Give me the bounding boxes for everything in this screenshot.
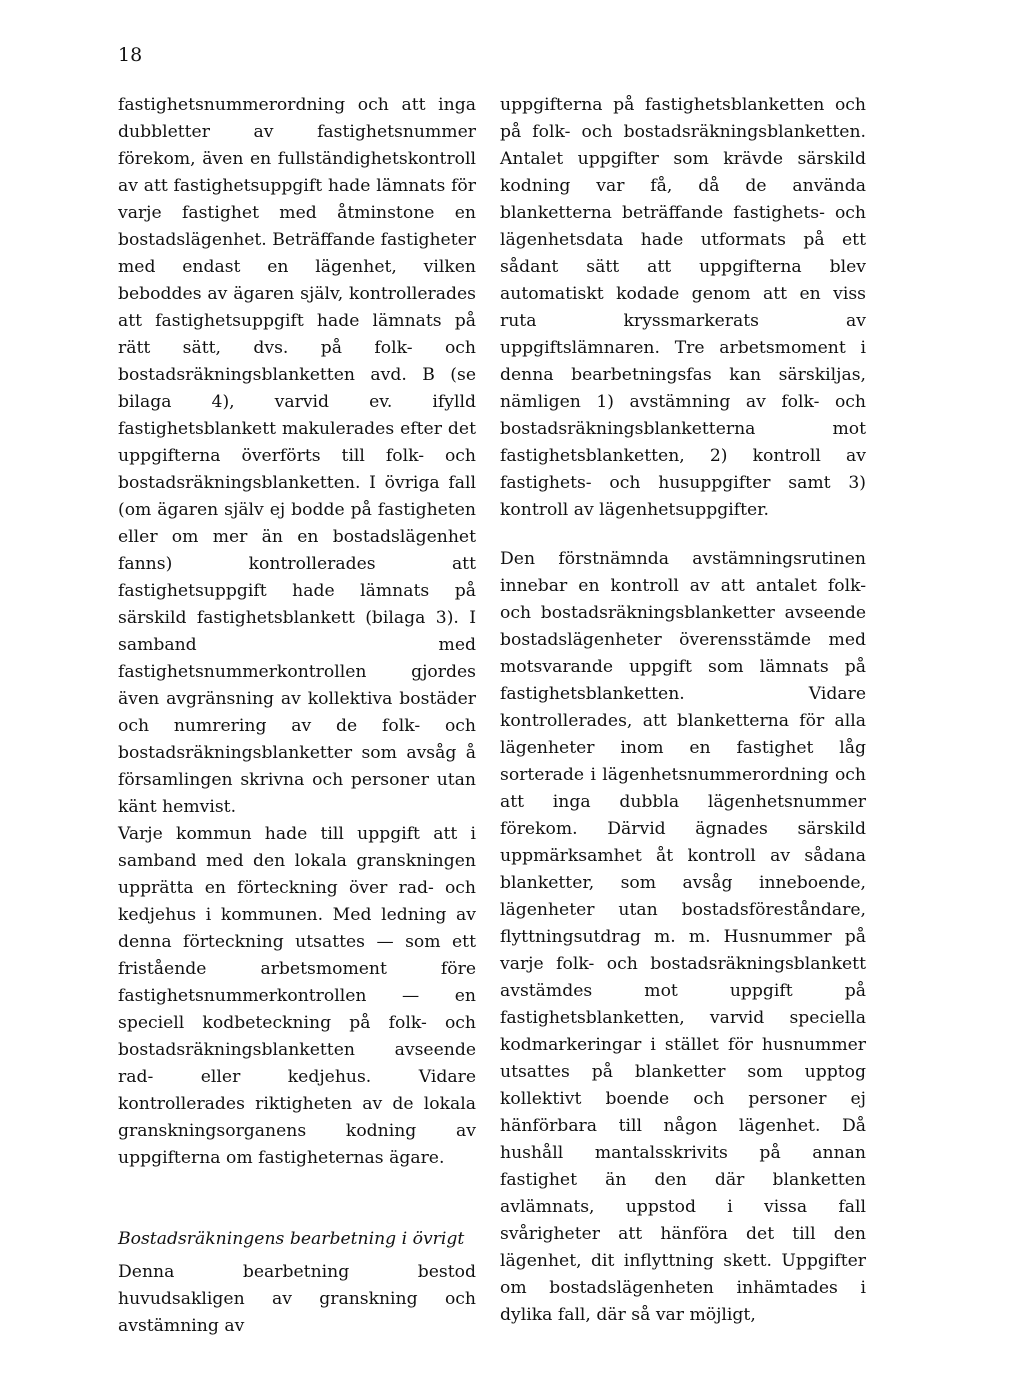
page-number: 18 [118, 44, 143, 66]
left-paragraph-1: fastighetsnummerordning och att inga dubbletter av fastighetsnummer förekom, även en fullständighetskontroll av att fastighetsuppgift hade lämnats för varje fastighet med åtminstone en bostadslägenhet. Beträffande fastigheter med endast en lägenhet, vilken beboddes av ägaren själv, kontrollerades att fastighetsuppgift hade lämnats på rätt sätt, dvs. på folk- och bostadsräkningsblanketten avd. B (se bilaga 4), varvid ev. ifylld fastighetsblankett makulerades efter det uppgifterna överförts till folk- och bostadsräkningsblanketten. I övriga fall (om ägaren själv ej bodde på fastigheten eller om mer än en bostadslägenhet fanns) kontrollerades att fastighetsuppgift hade lämnats på särskild fastighetsblankett (bilaga 3). I samband med fastighetsnummerkontrollen gjordes även avgränsning av kollektiva bostäder och numrering av de folk- och bostadsräkningsblanketter som avsåg å församlingen skrivna och personer utan känt hemvist. [118, 95, 476, 817]
right-paragraph-2: Den förstnämnda avstämningsrutinen innebar en kontroll av att antalet folk- och bostadsräkningsblanketter avseende bostadslägenheter överensstämde med motsvarande uppgift som lämnats på fastighetsblanketten. Vidare kontrollerades, att blanketterna för alla lägenheter inom en fastighet låg sorterade i lägenhetsnummerordning och att inga dubbla lägenhetsnummer förekom. Därvid ägnades särskild uppmärksamhet åt kontroll av sådana blanketter, som avsåg inneboende, lägenheter utan bostadsföreståndare, flyttningsutdrag m. m. Husnummer på varje folk- och bostadsräkningsblankett avstämdes mot uppgift på fastighetsblanketten, varvid speciella kodmarkeringar i stället för husnummer utsattes på blanketter som upptog kollektivt boende och personer ej hänförbara till någon lägenhet. Då hushåll mantalsskrivits på annan fastighet än den där blanketten avlämnats, uppstod i vissa fall svårigheter att hänföra det till den lägenhet, dit inflyttning skett. Uppgifter om bostadslägenheten inhämtades i dylika fall, där så var möjligt, [500, 549, 866, 1325]
left-column [118, 92, 476, 1340]
right-column [500, 92, 866, 1329]
section-heading: Bostadsräkningens bearbetning i övrigt [118, 1229, 465, 1249]
left-paragraph-3: Denna bearbetning bestod huvudsakligen av granskning och avstämning av [118, 1262, 476, 1336]
right-paragraph-1: uppgifterna på fastighetsblanketten och på folk- och bostadsräkningsblanketten. Antalet uppgifter som krävde särskild kodning var få, då de använda blanketterna beträffande fastighets- och lägenhetsdata hade utformats på ett sådant sätt att uppgifterna blev automatiskt kodade genom att en viss ruta kryssmarkerats av uppgiftslämnaren. Tre arbetsmoment i denna bearbetningsfas kan särskiljas, nämligen 1) avstämning av folk- och bostadsräkningsblanketterna mot fastighetsblanketten, 2) kontroll av fastighets- och husuppgifter samt 3) kontroll av lägenhetsuppgifter. [500, 95, 866, 520]
left-paragraph-2: Varje kommun hade till uppgift att i samband med den lokala granskningen upprätta en förteckning över rad- och kedjehus i kommunen. Med ledning av denna förteckning utsattes — som ett fristående arbetsmoment före fastighetsnummerkontrollen — en speciell kodbeteckning på folk- och bostadsräkningsblanketten avseende rad- eller kedjehus. Vidare kontrollerades riktigheten av de lokala granskningsorganens kodning av uppgifterna om fastigheternas ägare. [118, 824, 476, 1168]
